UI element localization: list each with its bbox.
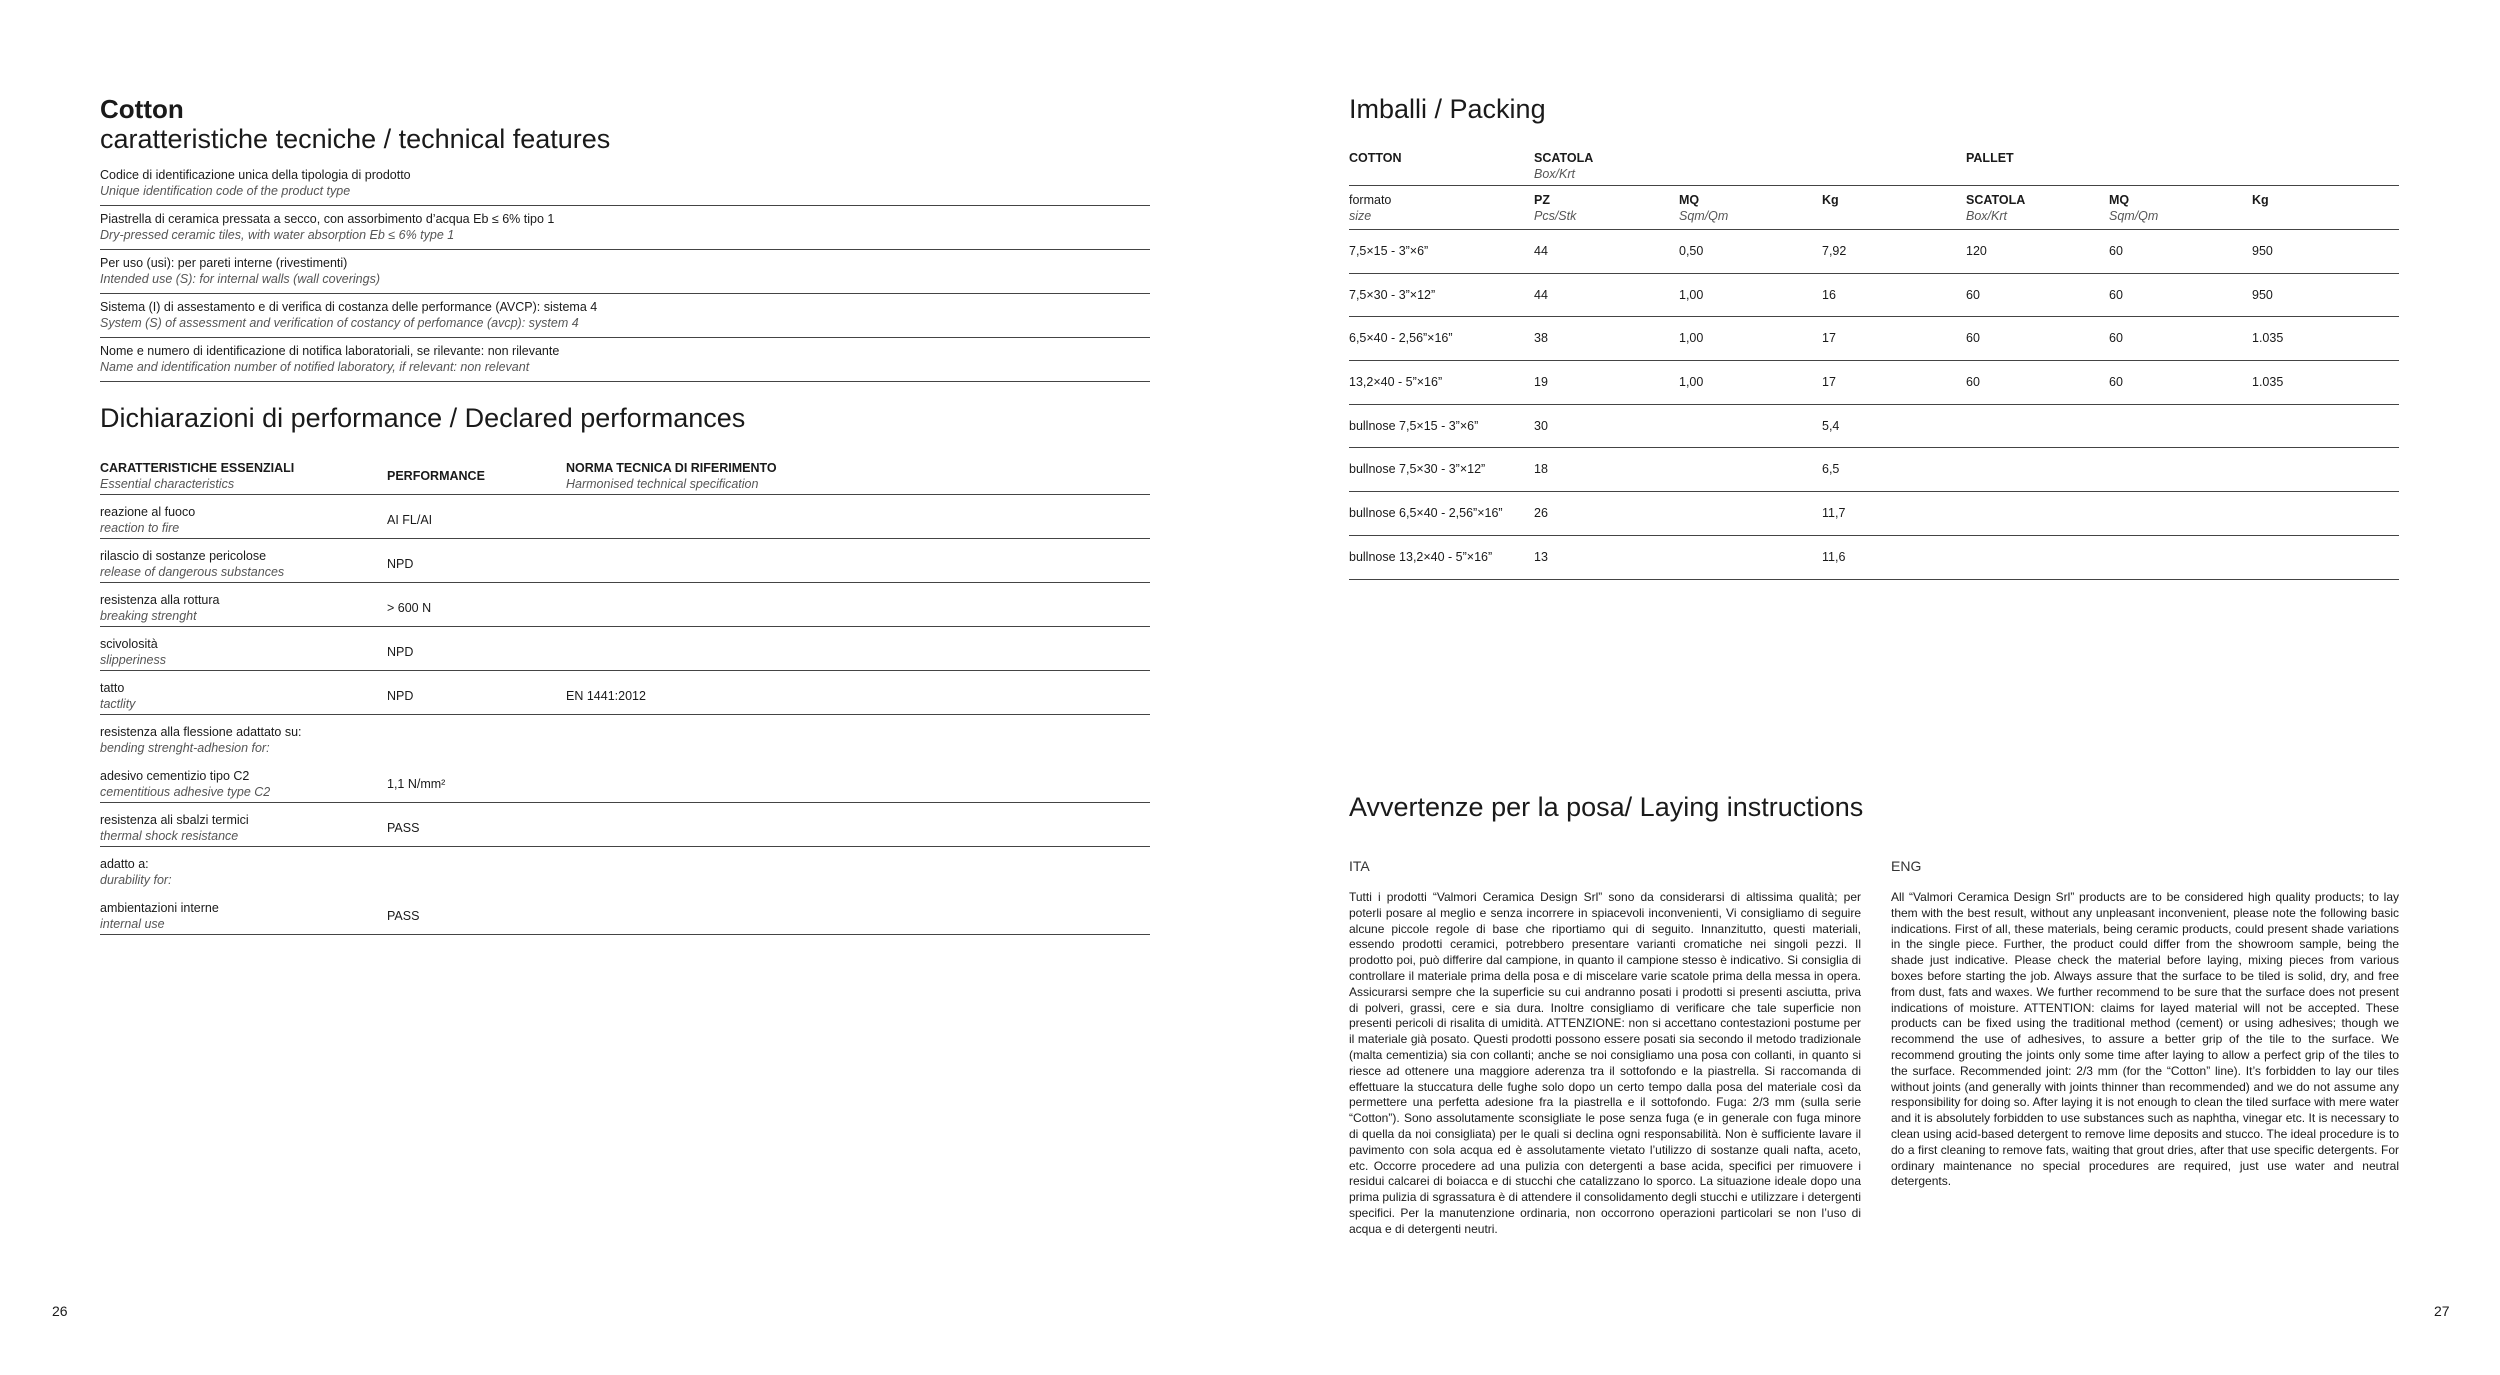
packing-title: Imballi / Packing bbox=[1349, 94, 1546, 124]
packing-cell: 60 bbox=[1966, 331, 1980, 346]
column-header bbox=[1966, 192, 2025, 224]
performance-row bbox=[100, 847, 1150, 891]
characteristic-cell bbox=[100, 856, 172, 888]
packing-cell: 1,00 bbox=[1679, 375, 1704, 390]
characteristic-it: resistenza alla flessione adattato su: bbox=[100, 725, 302, 739]
packing-row bbox=[1349, 448, 2399, 492]
column-label: MQ bbox=[1679, 193, 1700, 207]
packing-cell: 5,4 bbox=[1822, 418, 1840, 433]
packing-row bbox=[1349, 536, 2399, 580]
column-header bbox=[2109, 192, 2158, 224]
characteristic-en: internal use bbox=[100, 917, 165, 931]
performance-title: Dichiarazioni di performance / Declared performances bbox=[100, 403, 746, 433]
characteristic-it: resistenza ali sbalzi termici bbox=[100, 813, 249, 827]
characteristic-cell bbox=[100, 680, 135, 712]
performance-value: NPD bbox=[387, 689, 414, 703]
characteristic-it: tatto bbox=[100, 681, 125, 695]
norm-value: EN 1441:2012 bbox=[566, 689, 646, 703]
packing-cell: 16 bbox=[1822, 287, 1836, 302]
characteristic-en: bending strenght-adhesion for: bbox=[100, 741, 270, 755]
packing-cell: bullnose 6,5×40 - 2,56”×16” bbox=[1349, 506, 1503, 521]
characteristic-en: tactlity bbox=[100, 697, 136, 711]
group-box-en: Box/Krt bbox=[1534, 167, 1575, 181]
packing-cell: 1,00 bbox=[1679, 331, 1704, 346]
packing-cell: 11,7 bbox=[1822, 506, 1846, 521]
performance-value: 1,1 N/mm² bbox=[387, 777, 446, 791]
characteristic-en: reaction to fire bbox=[100, 521, 180, 535]
packing-row bbox=[1349, 492, 2399, 536]
packing-cell: bullnose 7,5×30 - 3”×12” bbox=[1349, 462, 1486, 477]
characteristic-en: cementitious adhesive type C2 bbox=[100, 785, 271, 799]
packing-cell: 60 bbox=[1966, 375, 1980, 390]
performance-row bbox=[100, 715, 1150, 759]
packing-cell: 13,2×40 - 5”×16” bbox=[1349, 375, 1443, 390]
feature-it: Nome e numero di identificazione di notifica laboratoriali, se rilevante: non rilevante bbox=[100, 344, 560, 358]
laying-title: Avvertenze per la posa/ Laying instructions bbox=[1349, 792, 1864, 822]
column-header bbox=[1679, 192, 1728, 224]
performance-value: AI FL/AI bbox=[387, 513, 433, 527]
packing-cell: 17 bbox=[1822, 375, 1836, 390]
packing-cell: 60 bbox=[2109, 244, 2123, 258]
column-label: formato bbox=[1349, 193, 1392, 207]
characteristic-it: adatto a: bbox=[100, 857, 149, 871]
column-header bbox=[1534, 192, 1576, 224]
technical-features-list bbox=[100, 162, 1150, 382]
performance-row bbox=[100, 583, 1150, 627]
column-sublabel: Box/Krt bbox=[1966, 209, 2007, 223]
feature-row bbox=[100, 206, 1150, 250]
packing-row bbox=[1349, 274, 2399, 318]
column-sublabel: Sqm/Qm bbox=[1679, 209, 1729, 223]
characteristic-cell bbox=[100, 768, 270, 800]
packing-cell: 60 bbox=[2109, 287, 2123, 302]
packing-cell: 11,6 bbox=[1822, 549, 1846, 564]
feature-row bbox=[100, 294, 1150, 338]
packing-row bbox=[1349, 361, 2399, 405]
packing-cell: 13 bbox=[1534, 549, 1548, 564]
characteristic-en: release of dangerous substances bbox=[100, 565, 285, 579]
characteristic-it: adesivo cementizio tipo C2 bbox=[100, 769, 250, 783]
feature-it: Per uso (usi): per pareti interne (rivestimenti) bbox=[100, 256, 348, 270]
packing-cell: 7,92 bbox=[1822, 244, 1847, 258]
performance-table-header bbox=[100, 455, 1150, 495]
performance-row bbox=[100, 495, 1150, 539]
characteristic-it: scivolosità bbox=[100, 637, 158, 651]
page-number-left: 26 bbox=[52, 1303, 68, 1319]
packing-cell: 1,00 bbox=[1679, 287, 1704, 302]
packing-cell: 6,5×40 - 2,56”×16” bbox=[1349, 331, 1453, 346]
packing-cell: 950 bbox=[2252, 244, 2273, 258]
performance-value: PASS bbox=[387, 821, 420, 835]
performance-row bbox=[100, 539, 1150, 583]
packing-cell: 44 bbox=[1534, 287, 1548, 302]
group-box: SCATOLA bbox=[1534, 151, 1594, 165]
page-number-right: 27 bbox=[2434, 1303, 2450, 1319]
feature-en: Name and identification number of notified laboratory, if relevant: non relevant bbox=[100, 360, 530, 374]
eng-instructions: All “Valmori Ceramica Design Srl” products are to be considered high quality products; to lay them with the best result, without any unpleasant inconvenient, please note the following basic indications. First of all, these materials, being ceramic products, could present shade variations in the single piece. Further, the product could differ from the showroom sample, being the shade just indicative. Please check the material before laying, mixing pieces from various boxes before starting the job. Always assure that the surface to be tiled is solid, dry, and free from dust, fats and waxes. We further recommend to be sure that the surface does not present indications of moisture. ATTENTION: claims for layed material will not be accepted. These products can be fixed using the traditional method (cement) or using adhesives; though we recommend the use of adhesives, to assure a better grip of the tile to the surface. We recommend grouting the joints only some time after laying to allow a perfect grip of the tiles to the surface. Recommended joint: 2/3 mm (for the “Cotton” line). It’s forbidden to lay our tiles without joints (and generally with joints thinner than recommended) and we do not assume any responsibility for doing so. After laying it is not enough to clean the tiled surface with mere water and it is absolutely forbidden to use substances such as naphtha, vinegar etc. It is necessary to clean using acid-based detergent to remove lime deposits and stucco. The ideal procedure is to do a first cleaning to remove fats, waiting that grout dries, after that use specific detergents. For ordinary maintenance no special procedures are required, just use water and neutral detergents. bbox=[1891, 890, 2399, 1189]
packing-cell: 1.035 bbox=[2252, 375, 2284, 390]
eng-label: ENG bbox=[1891, 858, 1922, 874]
performance-value: PASS bbox=[387, 909, 420, 923]
characteristic-en: breaking strenght bbox=[100, 609, 197, 623]
characteristic-it: resistenza alla rottura bbox=[100, 593, 220, 607]
feature-it: Piastrella di ceramica pressata a secco, con assorbimento d’acqua Eb ≤ 6% tipo 1 bbox=[100, 212, 555, 226]
characteristic-it: ambientazioni interne bbox=[100, 901, 219, 915]
performance-row bbox=[100, 803, 1150, 847]
characteristic-cell bbox=[100, 592, 220, 624]
characteristic-en: durability for: bbox=[100, 873, 172, 887]
column-label: MQ bbox=[2109, 193, 2130, 207]
performance-table bbox=[100, 455, 1150, 935]
characteristic-cell bbox=[100, 548, 284, 580]
performance-value: NPD bbox=[387, 645, 414, 659]
packing-cell: 17 bbox=[1822, 331, 1836, 346]
characteristic-cell bbox=[100, 636, 166, 668]
column-header bbox=[1349, 192, 1391, 224]
feature-en: Intended use (S): for internal walls (wall coverings) bbox=[100, 272, 380, 286]
performance-value: > 600 N bbox=[387, 601, 432, 615]
packing-cell: 18 bbox=[1534, 462, 1548, 477]
performance-row bbox=[100, 759, 1150, 803]
performance-row bbox=[100, 891, 1150, 935]
header-performance: PERFORMANCE bbox=[387, 469, 485, 483]
ita-label: ITA bbox=[1349, 858, 1370, 874]
characteristic-cell bbox=[100, 504, 195, 536]
header-norm: NORMA TECNICA DI RIFERIMENTO bbox=[566, 461, 777, 475]
column-sublabel: size bbox=[1349, 209, 1372, 223]
packing-table bbox=[1349, 148, 2399, 580]
performance-value: NPD bbox=[387, 557, 414, 571]
packing-cell: 26 bbox=[1534, 506, 1548, 521]
packing-cell: 44 bbox=[1534, 244, 1548, 258]
feature-en: System (S) of assessment and verification of costancy of perfomance (avcp): system 4 bbox=[100, 316, 579, 330]
characteristic-cell bbox=[100, 900, 219, 932]
header-characteristics-en: Essential characteristics bbox=[100, 477, 235, 491]
feature-it: Codice di identificazione unica della tipologia di prodotto bbox=[100, 168, 411, 182]
performance-row bbox=[100, 627, 1150, 671]
column-label: SCATOLA bbox=[1966, 193, 2026, 207]
feature-en: Dry-pressed ceramic tiles, with water absorption Eb ≤ 6% type 1 bbox=[100, 228, 455, 242]
characteristic-en: thermal shock resistance bbox=[100, 829, 239, 843]
packing-cell: 60 bbox=[2109, 375, 2123, 390]
packing-column-header bbox=[1349, 186, 2399, 230]
packing-cell: bullnose 7,5×15 - 3”×6” bbox=[1349, 418, 1479, 433]
feature-row bbox=[100, 162, 1150, 206]
column-label: PZ bbox=[1534, 193, 1550, 207]
group-product: COTTON bbox=[1349, 151, 1402, 165]
group-pallet: PALLET bbox=[1966, 151, 2014, 165]
packing-cell: 7,5×30 - 3”×12” bbox=[1349, 287, 1436, 302]
performance-row bbox=[100, 671, 1150, 715]
ita-instructions: Tutti i prodotti “Valmori Ceramica Design Srl” sono da considerarsi di altissima qualità; per poterli posare al meglio e senza incorrere in spiacevoli inconvenienti, Vi consigliamo di seguire alcune piccole regole di base che riportiamo qui di seguito. Innanzitutto, questi materiali, essendo prodotti ceramici, potrebbero presentare varianti cromatiche nei singoli pezzi. Il prodotto poi, può differire dal campione, in quanto il campione stesso è indicativo. Si consiglia di controllare il materiale prima della posa e di miscelare varie scatole prima della messa in opera. Assicurarsi sempre che la superficie su cui andranno posati i prodotti si presenti asciutta, priva di polveri, grassi, cere e sia dura. Inoltre consigliamo di verificare che tale superficie non presenti pericoli di risalita di umidità. ATTENZIONE: non si accettano contestazioni postume per il materiale già posato. Questi prodotti possono essere posati sia secondo il metodo tradizionale (malta cementizia) sia con collanti; anche se noi consigliamo una posa con collanti, in quanto si riesce ad ottenere una maggiore aderenza tra il sottofondo e la piastrella. Si raccomanda di effettuare la stuccatura delle fughe solo dopo un certo tempo dalla posa del materiale così da permettere una perfetta adesione fra la piastrella e il sottofondo. Fuga: 2/3 mm (sulla serie “Cotton”). Sono assolutamente sconsigliate le pose senza fuga (e in generale con fuga minore di quella da noi consigliata) per le quali si declina ogni responsabilità. Non è sufficiente lavare il pavimento con sola acqua ed è assolutamente vietato l’utilizzo di sostanze quali nafta, aceto, etc. Occorre procedere ad una pulizia con detergenti a base acida, specifici per rimuovere i residui calcarei di boiacca e di stucchi che catalizzano lo sporco. La situazione ideale dopo una prima pulizia di sgrassatura è di attendere il consolidamento degli stucchi e utilizzare i detergenti specifici. Per la manutenzione ordinaria, non occorrono operazioni particolari se non l’uso di acqua e di detergenti neutri. bbox=[1349, 890, 1861, 1236]
product-name: Cotton bbox=[100, 94, 184, 124]
packing-group-header bbox=[1349, 148, 2399, 186]
packing-cell: 120 bbox=[1966, 244, 1987, 258]
features-title: caratteristiche tecniche / technical features bbox=[100, 124, 611, 154]
header-characteristics: CARATTERISTICHE ESSENZIALI bbox=[100, 461, 295, 475]
packing-cell: 19 bbox=[1534, 375, 1548, 390]
packing-cell: 6,5 bbox=[1822, 462, 1840, 477]
packing-cell: 38 bbox=[1534, 331, 1548, 346]
header-norm-en: Harmonised technical specification bbox=[566, 477, 759, 491]
packing-cell: 0,50 bbox=[1679, 244, 1704, 258]
characteristic-en: slipperiness bbox=[100, 653, 167, 667]
feature-it: Sistema (I) di assestamento e di verifica di costanza delle performance (AVCP): sistema 4 bbox=[100, 300, 598, 314]
packing-cell: 1.035 bbox=[2252, 331, 2284, 346]
packing-cell: 30 bbox=[1534, 418, 1548, 433]
characteristic-it: rilascio di sostanze pericolose bbox=[100, 549, 267, 563]
column-sublabel: Pcs/Stk bbox=[1534, 209, 1577, 223]
packing-cell: 950 bbox=[2252, 287, 2273, 302]
packing-row bbox=[1349, 230, 2399, 274]
packing-cell: 7,5×15 - 3”×6” bbox=[1349, 244, 1429, 258]
column-header bbox=[1822, 192, 1839, 208]
characteristic-cell bbox=[100, 812, 249, 844]
column-label: Kg bbox=[1822, 193, 1839, 207]
column-label: Kg bbox=[2252, 193, 2269, 207]
packing-cell: 60 bbox=[2109, 331, 2123, 346]
characteristic-it: reazione al fuoco bbox=[100, 505, 196, 519]
column-sublabel: Sqm/Qm bbox=[2109, 209, 2159, 223]
feature-en: Unique identification code of the product type bbox=[100, 184, 351, 198]
feature-row bbox=[100, 250, 1150, 294]
characteristic-cell bbox=[100, 724, 302, 756]
feature-row bbox=[100, 338, 1150, 382]
column-header bbox=[2252, 192, 2269, 208]
packing-row bbox=[1349, 405, 2399, 449]
packing-row bbox=[1349, 317, 2399, 361]
packing-cell: 60 bbox=[1966, 287, 1980, 302]
packing-cell: bullnose 13,2×40 - 5”×16” bbox=[1349, 549, 1493, 564]
